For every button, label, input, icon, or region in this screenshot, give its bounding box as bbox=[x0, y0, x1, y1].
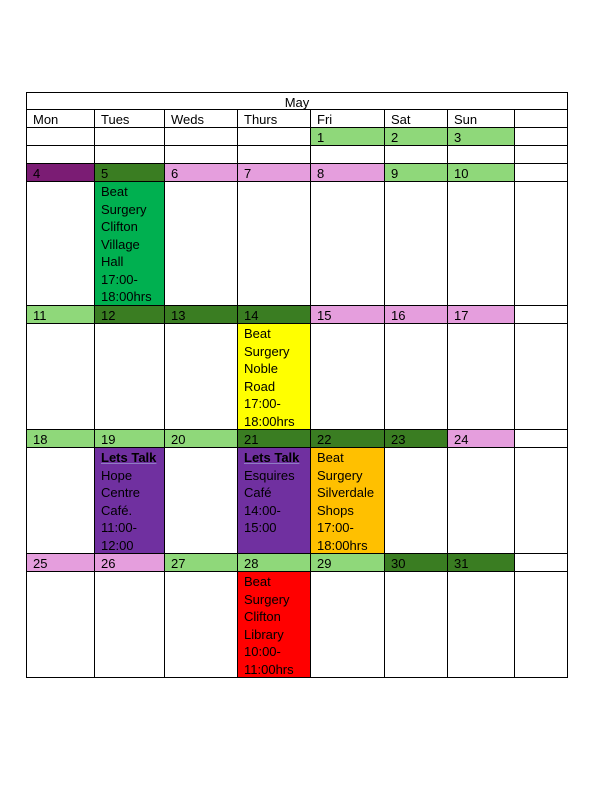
event-heading: Lets Talk bbox=[101, 450, 157, 465]
event-line: Beat bbox=[244, 326, 271, 341]
blank-cell bbox=[515, 324, 568, 430]
blank-cell bbox=[311, 572, 385, 678]
event-line: Surgery bbox=[244, 343, 290, 359]
date-23: 23 bbox=[385, 430, 448, 448]
weekday-fri: Fri bbox=[311, 110, 385, 128]
blank-cell bbox=[448, 146, 515, 164]
date-1: 1 bbox=[311, 128, 385, 146]
blank-cell bbox=[95, 146, 165, 164]
event-line: Café. bbox=[101, 502, 133, 518]
event-line: Surgery bbox=[317, 467, 363, 483]
event-line: Clifton bbox=[101, 219, 138, 234]
date-25: 25 bbox=[26, 554, 95, 572]
blank-cell bbox=[515, 146, 568, 164]
weekday-thurs: Thurs bbox=[238, 110, 311, 128]
date-26: 26 bbox=[95, 554, 165, 572]
event-line: Road bbox=[244, 378, 276, 394]
date-12: 12 bbox=[95, 306, 165, 324]
date-3: 3 bbox=[448, 128, 515, 146]
date-17: 17 bbox=[448, 306, 515, 324]
date-10: 10 bbox=[448, 164, 515, 182]
blank-cell bbox=[385, 448, 448, 554]
blank-cell bbox=[311, 146, 385, 164]
blank-cell bbox=[515, 110, 568, 128]
blank-cell bbox=[448, 572, 515, 678]
blank-cell bbox=[238, 146, 311, 164]
blank-cell bbox=[448, 182, 515, 306]
weekday-sun: Sun bbox=[448, 110, 515, 128]
blank-cell bbox=[26, 448, 95, 554]
event-line: 18:00hrs bbox=[244, 413, 295, 429]
event-line: 17:00- bbox=[317, 520, 354, 535]
blank-cell bbox=[165, 146, 238, 164]
date-14: 14 bbox=[238, 306, 311, 324]
date-31: 31 bbox=[448, 554, 515, 572]
date-4: 4 bbox=[26, 164, 95, 182]
date-6: 6 bbox=[165, 164, 238, 182]
blank-cell bbox=[515, 554, 568, 572]
date-24: 24 bbox=[448, 430, 515, 448]
event-line: 12:00 bbox=[101, 537, 134, 553]
date-29: 29 bbox=[311, 554, 385, 572]
event-heading: Lets Talk bbox=[244, 450, 300, 465]
event-line: Esquires bbox=[244, 467, 295, 483]
blank-cell bbox=[515, 448, 568, 554]
blank-cell bbox=[515, 572, 568, 678]
blank-cell bbox=[385, 146, 448, 164]
blank-cell bbox=[515, 128, 568, 146]
event-28 bbox=[238, 572, 311, 678]
date-22: 22 bbox=[311, 430, 385, 448]
blank-cell bbox=[311, 182, 385, 306]
date-20: 20 bbox=[165, 430, 238, 448]
event-line: 17:00- bbox=[244, 396, 281, 411]
event-line: Shops bbox=[317, 502, 354, 518]
blank-cell bbox=[26, 182, 95, 306]
event-line: Beat bbox=[101, 184, 128, 199]
calendar-title: May bbox=[26, 92, 568, 110]
event-22 bbox=[311, 448, 385, 554]
event-line: Silverdale bbox=[317, 485, 375, 500]
event-line: 17:00- bbox=[101, 271, 138, 287]
date-15: 15 bbox=[311, 306, 385, 324]
blank-cell bbox=[26, 324, 95, 430]
blank-cell bbox=[385, 182, 448, 306]
blank-cell bbox=[238, 128, 311, 146]
date-27: 27 bbox=[165, 554, 238, 572]
date-5: 5 bbox=[95, 164, 165, 182]
blank-cell bbox=[515, 430, 568, 448]
event-line: 14:00- bbox=[244, 502, 281, 518]
event-line: Noble bbox=[244, 361, 278, 376]
weekday-mon: Mon bbox=[26, 110, 95, 128]
date-19: 19 bbox=[95, 430, 165, 448]
date-30: 30 bbox=[385, 554, 448, 572]
event-line: Surgery bbox=[244, 591, 290, 607]
date-28: 28 bbox=[238, 554, 311, 572]
event-19 bbox=[95, 448, 165, 554]
date-18: 18 bbox=[26, 430, 95, 448]
event-21 bbox=[238, 448, 311, 554]
date-21: 21 bbox=[238, 430, 311, 448]
date-2: 2 bbox=[385, 128, 448, 146]
event-line: 11:00- bbox=[101, 520, 137, 535]
event-5 bbox=[95, 182, 165, 306]
date-13: 13 bbox=[165, 306, 238, 324]
weekday-tues: Tues bbox=[95, 110, 165, 128]
event-line: Village bbox=[101, 236, 140, 252]
event-line: Café bbox=[244, 485, 272, 500]
event-line: Beat bbox=[244, 574, 271, 589]
blank-cell bbox=[311, 324, 385, 430]
weekday-weds: Weds bbox=[165, 110, 238, 128]
blank-cell bbox=[448, 324, 515, 430]
event-14 bbox=[238, 324, 311, 430]
blank-cell bbox=[95, 324, 165, 430]
date-11: 11 bbox=[26, 306, 95, 324]
blank-cell bbox=[165, 182, 238, 306]
blank-cell bbox=[165, 128, 238, 146]
event-line: Library bbox=[244, 626, 284, 642]
blank-cell bbox=[385, 324, 448, 430]
blank-cell bbox=[95, 572, 165, 678]
event-line: Centre bbox=[101, 485, 141, 500]
blank-cell bbox=[515, 182, 568, 306]
blank-cell bbox=[95, 128, 165, 146]
blank-cell bbox=[515, 306, 568, 324]
date-8: 8 bbox=[311, 164, 385, 182]
event-line: 11:00hrs bbox=[244, 661, 294, 677]
blank-cell bbox=[238, 182, 311, 306]
event-line: Surgery bbox=[101, 201, 147, 217]
event-line: 15:00 bbox=[244, 520, 277, 535]
blank-cell bbox=[515, 164, 568, 182]
blank-cell bbox=[165, 572, 238, 678]
date-7: 7 bbox=[238, 164, 311, 182]
blank-cell bbox=[385, 572, 448, 678]
date-16: 16 bbox=[385, 306, 448, 324]
blank-cell bbox=[26, 146, 95, 164]
blank-cell bbox=[165, 448, 238, 554]
blank-cell bbox=[26, 128, 95, 146]
may-calendar bbox=[26, 92, 568, 679]
blank-cell bbox=[26, 572, 95, 678]
event-line: Clifton bbox=[244, 609, 281, 624]
event-line: Hope bbox=[101, 467, 133, 483]
event-line: 18:00hrs bbox=[101, 289, 152, 304]
event-line: 10:00- bbox=[244, 644, 281, 659]
date-9: 9 bbox=[385, 164, 448, 182]
event-line: Hall bbox=[101, 254, 124, 269]
weekday-sat: Sat bbox=[385, 110, 448, 128]
blank-cell bbox=[165, 324, 238, 430]
blank-cell bbox=[448, 448, 515, 554]
event-line: Beat bbox=[317, 450, 344, 465]
event-line: 18:00hrs bbox=[317, 537, 368, 553]
